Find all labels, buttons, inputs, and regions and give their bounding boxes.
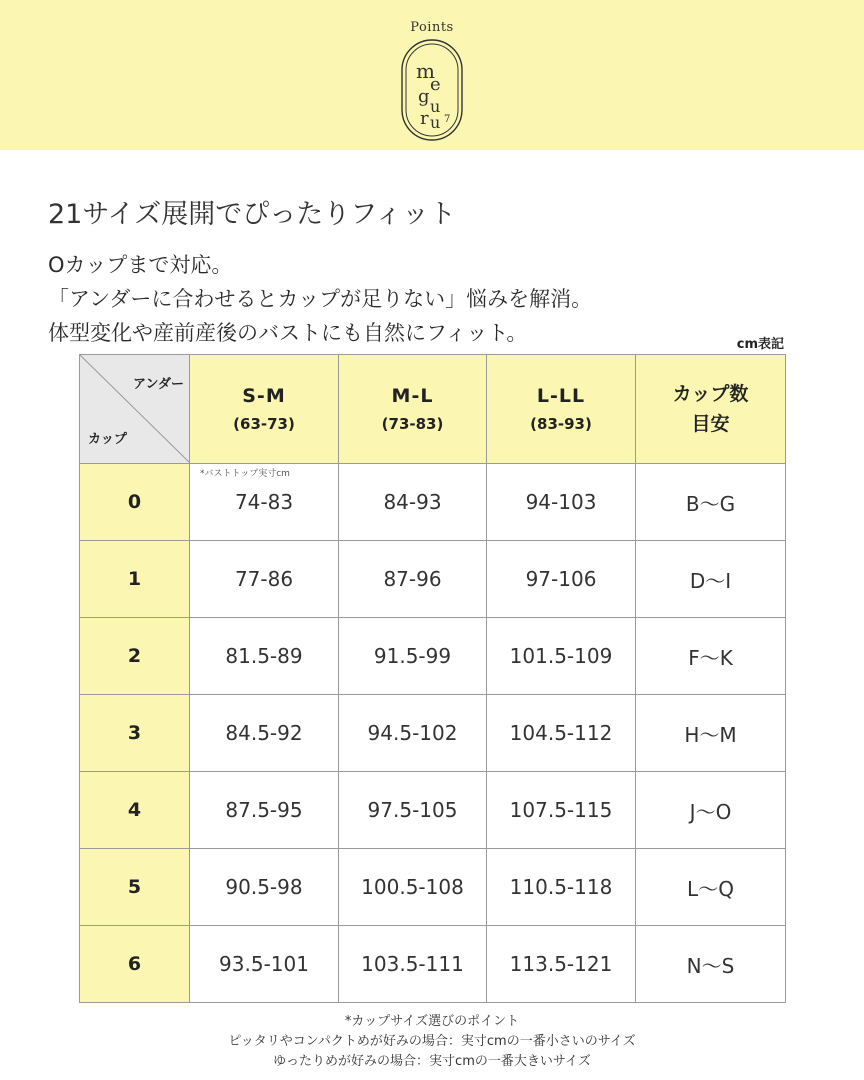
table-cell: 77-86 [190,541,339,618]
table-cell: 84-93 [339,464,487,541]
table-cell: 97.5-105 [339,772,487,849]
table-row [80,849,786,926]
cup-guide-cell: H〜M [636,695,786,772]
table-cell: 91.5-99 [339,618,487,695]
table-cell: 87.5-95 [190,772,339,849]
table-row [80,541,786,618]
table-cell: 107.5-115 [487,772,636,849]
cup-guide-cell: N〜S [636,926,786,1003]
size-header-l-ll [487,355,636,464]
cup-guide-cell: D〜I [636,541,786,618]
intro-text [48,248,592,350]
intro-line: Oカップまで対応。 [48,253,233,277]
table-cell: 113.5-121 [487,926,636,1003]
table-cell: 90.5-98 [190,849,339,926]
table-row [80,618,786,695]
cell-value: 74-83 [234,490,294,514]
size-table [79,354,786,1003]
size-range: (73-83) [381,415,444,433]
intro-line: 体型変化や産前産後のバストにも自然にフィット。 [48,321,528,345]
cup-number: 0 [80,464,190,541]
size-header-m-l [339,355,487,464]
cup-guide-cell: J〜O [636,772,786,849]
note-line: ピッタリやコンパクトめが好みの場合：実寸cmの一番小さいのサイズ [228,1034,636,1049]
size-selection-notes [0,1012,864,1072]
size-label: L-LL [536,385,586,407]
size-label: S-M [242,385,286,407]
logo-points-label: Points [410,20,454,35]
corner-header-cell [80,355,190,464]
intro-line: 「アンダーに合わせるとカップが足りない」悩みを解消。 [48,287,593,311]
table-row [80,772,786,849]
cup-axis-label: カップ [88,432,127,447]
svg-text:g: g [418,86,430,107]
size-range: (63-73) [233,415,295,433]
svg-text:e: e [430,74,441,95]
note-line: *カップサイズ選びのポイント [344,1014,520,1029]
svg-text:r: r [420,108,429,129]
underband-axis-label: アンダー [133,377,184,392]
brand-logo [392,20,472,144]
table-cell: 87-96 [339,541,487,618]
cup-guide-header [636,355,786,464]
table-cell [190,464,339,541]
svg-text:u: u [430,113,441,132]
table-cell: 84.5-92 [190,695,339,772]
table-cell: 104.5-112 [487,695,636,772]
cup-number: 3 [80,695,190,772]
svg-text:m: m [416,59,435,83]
cup-number: 4 [80,772,190,849]
note-line: ゆったりめが好みの場合：実寸cmの一番大きいサイズ [273,1054,591,1069]
size-range: (83-93) [530,415,592,433]
table-cell: 81.5-89 [190,618,339,695]
cup-number: 2 [80,618,190,695]
table-cell: 100.5-108 [339,849,487,926]
table-row [80,464,786,541]
unit-label: cm表記 [736,337,784,352]
cup-number: 1 [80,541,190,618]
table-row [80,695,786,772]
page-title: 21サイズ展開でぴったりフィット [48,199,457,230]
table-cell: 94-103 [487,464,636,541]
cup-guide-cell: B〜G [636,464,786,541]
cell-footnote: *バストトップ実寸cm [200,469,290,479]
cup-guide-cell: F〜K [636,618,786,695]
size-label: M-L [391,385,434,407]
table-cell: 97-106 [487,541,636,618]
table-cell: 94.5-102 [339,695,487,772]
table-cell: 93.5-101 [190,926,339,1003]
table-row [80,926,786,1003]
svg-text:u: u [430,97,441,116]
table-cell: 103.5-111 [339,926,487,1003]
table-cell: 101.5-109 [487,618,636,695]
cup-guide-cell: L〜Q [636,849,786,926]
cup-number: 6 [80,926,190,1003]
table-cell: 110.5-118 [487,849,636,926]
cup-number: 5 [80,849,190,926]
svg-text:7: 7 [444,114,451,125]
cup-guide-header-line: 目安 [691,413,730,435]
cup-guide-header-line: カップ数 [672,383,749,405]
logo-emblem-icon [392,38,472,144]
size-header-s-m [190,355,339,464]
top-banner [0,0,864,150]
